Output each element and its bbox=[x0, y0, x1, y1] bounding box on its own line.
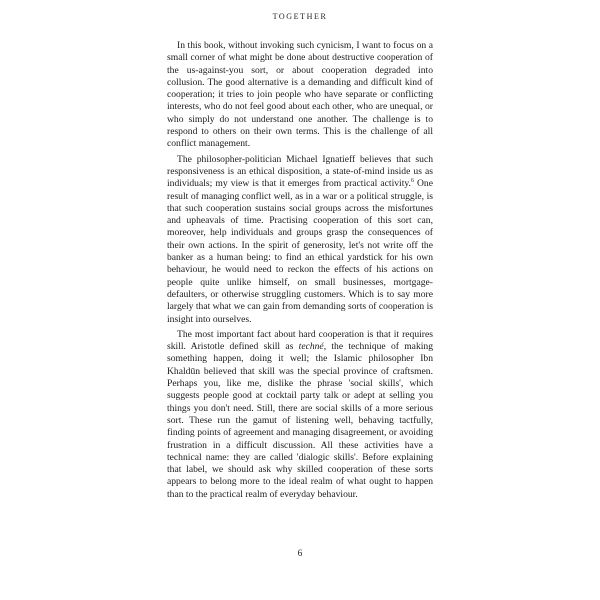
paragraph-2-text-after-note: One result of managing conflict well, as in a war or a political struggle, is that such cooperation sustains social groups across the misfortunes and upheavals of time. Practising cooperation of this sort can, moreover, help individuals and groups grasp the consequences of their own actions. In the spirit of generosity, let's not write off the banker as a human being: to find an ethical yardstick for his own behaviour, he would need to reckon the effects of his actions on people quite unlike himself, on small businesses, mortgage-defaulters, or otherwise struggling customers. Which is to say more largely that what we can gain from demanding sorts of cooperation is insight into ourselves. bbox=[167, 178, 433, 325]
paragraph-3 bbox=[167, 329, 433, 501]
paragraph-3-text-before-em: The most important fact about hard cooperation is that it requires skill. Aristotle defined skill as bbox=[167, 328, 433, 353]
emphasized-term: techné bbox=[298, 341, 324, 353]
paragraph-3-text-after-em: , the technique of making something happen, doing it well; the Islamic philosopher Ibn Khaldūn believed that skill was the special province of craftsmen. Perhaps you, like me, dislike the phrase 'social skills', which suggests people good at cocktail party talk or adept at selling you things you don't need. Still, there are social skills of a more serious sort. These run the gamut of listening well, behaving tactfully, finding points of agreement and managing disagreement, or avoiding frustration in a difficult discussion. All these activities have a technical name: they are called 'dialogic skills'. Before explaining that label, we should ask why skilled cooperation of these sorts appears to belong more to the ideal realm of what ought to happen than to the practical realm of everyday behaviour. bbox=[167, 341, 433, 500]
page-number: 6 bbox=[297, 549, 303, 559]
running-head: TOGETHER bbox=[272, 12, 328, 21]
paragraph-1 bbox=[167, 40, 433, 151]
paragraph-2-text-before-note: The philosopher-politician Michael Ignatieff believes that such responsiveness is an ethical disposition, a state-of-mind inside us as individuals; my view is that it emerges from practical activity. bbox=[167, 153, 433, 190]
footnote-reference: 6 bbox=[410, 178, 414, 185]
paragraph-1-text: In this book, without invoking such cynicism, I want to focus on a small corner of what might be done about destructive cooperation of the us-against-you sort, or about cooperation degraded into collusion. The good alternative is a demanding and difficult kind of cooperation; it tries to join people who have separate or conflicting interests, who do not feel good about each other, who are unequal, or who simply do not understand one another. The challenge is to respond to others on their own terms. This is the challenge of all conflict management. bbox=[167, 40, 433, 150]
paragraph-2 bbox=[167, 154, 433, 326]
body-text bbox=[167, 40, 433, 504]
